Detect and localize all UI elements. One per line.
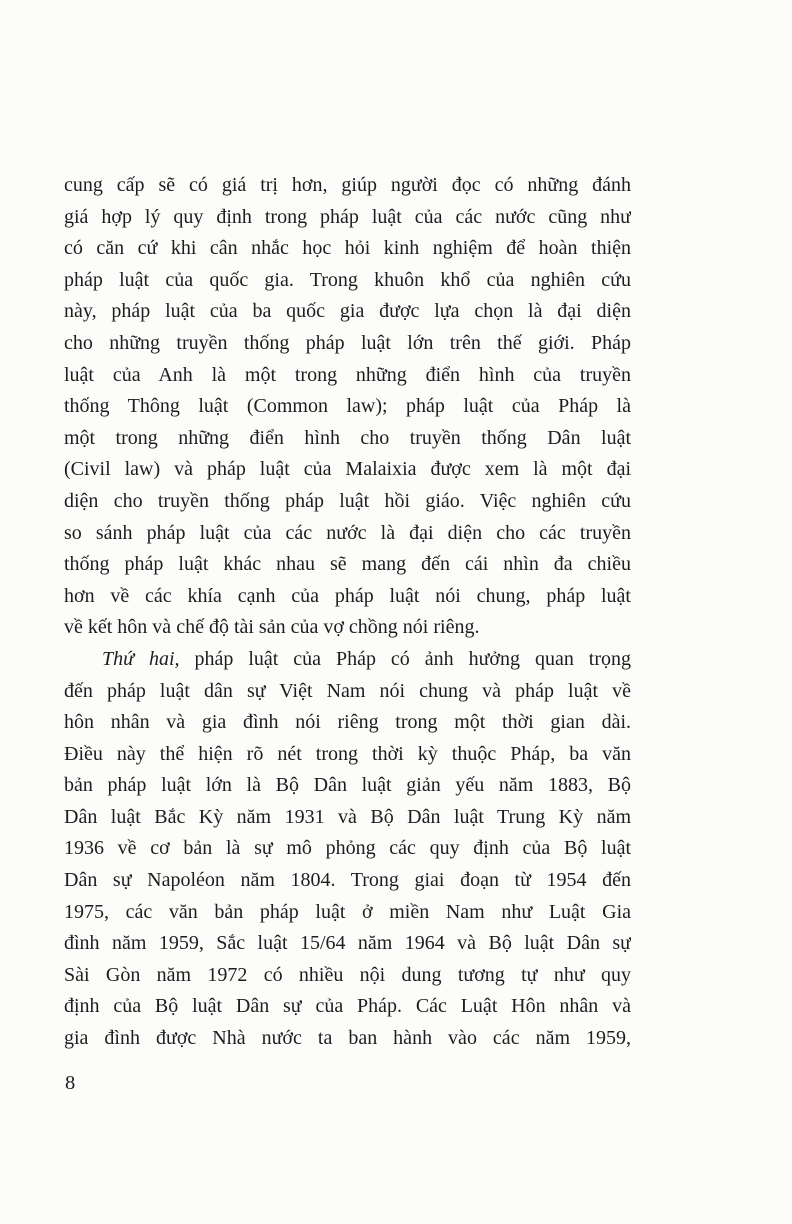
text-line: (Civil law) và pháp luật của Malaixia được xem là một đại — [64, 458, 631, 481]
text-line: Sài Gòn năm 1972 có nhiều nội dung tương tự như quy — [64, 963, 631, 986]
text-line: thống Thông luật (Common law); pháp luật của Pháp là — [64, 395, 631, 418]
text-line — [64, 644, 631, 676]
body-text — [64, 170, 631, 1055]
page-number: 8 — [65, 1072, 76, 1094]
text-line: này, pháp luật của ba quốc gia được lựa chọn là đại diện — [64, 300, 631, 323]
text-line: có căn cứ khi cân nhắc học hỏi kinh nghiệm để hoàn thiện — [64, 237, 631, 260]
text-line: hôn nhân và gia đình nói riêng trong một thời gian dài. — [64, 711, 631, 734]
text-line: pháp luật của quốc gia. Trong khuôn khổ của nghiên cứu — [64, 268, 631, 291]
paragraph-2 — [64, 644, 631, 1055]
text-line: 1975, các văn bản pháp luật ở miền Nam như Luật Gia — [64, 900, 631, 923]
text-line: diện cho truyền thống pháp luật hồi giáo. Việc nghiên cứu — [64, 489, 631, 512]
text-line: bản pháp luật lớn là Bộ Dân luật giản yếu năm 1883, Bộ — [64, 774, 631, 797]
text-line: gia đình được Nhà nước ta ban hành vào các năm 1959, — [64, 1027, 631, 1050]
text-line: hơn về các khía cạnh của pháp luật nói chung, pháp luật — [64, 584, 631, 607]
text-line: đến pháp luật dân sự Việt Nam nói chung và pháp luật về — [64, 679, 631, 702]
text-line: so sánh pháp luật của các nước là đại diện cho các truyền — [64, 521, 631, 544]
text-line: Dân sự Napoléon năm 1804. Trong giai đoạn từ 1954 đến — [64, 869, 631, 892]
text-line: đình năm 1959, Sắc luật 15/64 năm 1964 và Bộ luật Dân sự — [64, 932, 631, 955]
text-line: định của Bộ luật Dân sự của Pháp. Các Luật Hôn nhân và — [64, 995, 631, 1018]
paragraph-lead-rest: pháp luật của Pháp có ảnh hưởng quan trọng — [179, 647, 631, 670]
text-line: luật của Anh là một trong những điển hình của truyền — [64, 363, 631, 386]
text-line: về kết hôn và chế độ tài sản của vợ chồng nói riêng. — [64, 616, 480, 639]
text-line: cung cấp sẽ có giá trị hơn, giúp người đọc có những đánh — [64, 174, 631, 196]
text-line: giá hợp lý quy định trong pháp luật của các nước cũng như — [64, 205, 631, 228]
text-line: 1936 về cơ bản là sự mô phỏng các quy định của Bộ luật — [64, 837, 631, 860]
text-line: Dân luật Bắc Kỳ năm 1931 và Bộ Dân luật Trung Kỳ năm — [64, 805, 631, 828]
paragraph-lead-italic: Thứ hai, — [102, 647, 180, 670]
paragraph-1 — [64, 170, 631, 644]
text-line: thống pháp luật khác nhau sẽ mang đến cái nhìn đa chiều — [64, 553, 631, 576]
text-line: cho những truyền thống pháp luật lớn trên thế giới. Pháp — [64, 331, 631, 354]
text-line: Điều này thể hiện rõ nét trong thời kỳ thuộc Pháp, ba văn — [64, 742, 631, 765]
text-line: một trong những điển hình cho truyền thống Dân luật — [64, 426, 631, 449]
